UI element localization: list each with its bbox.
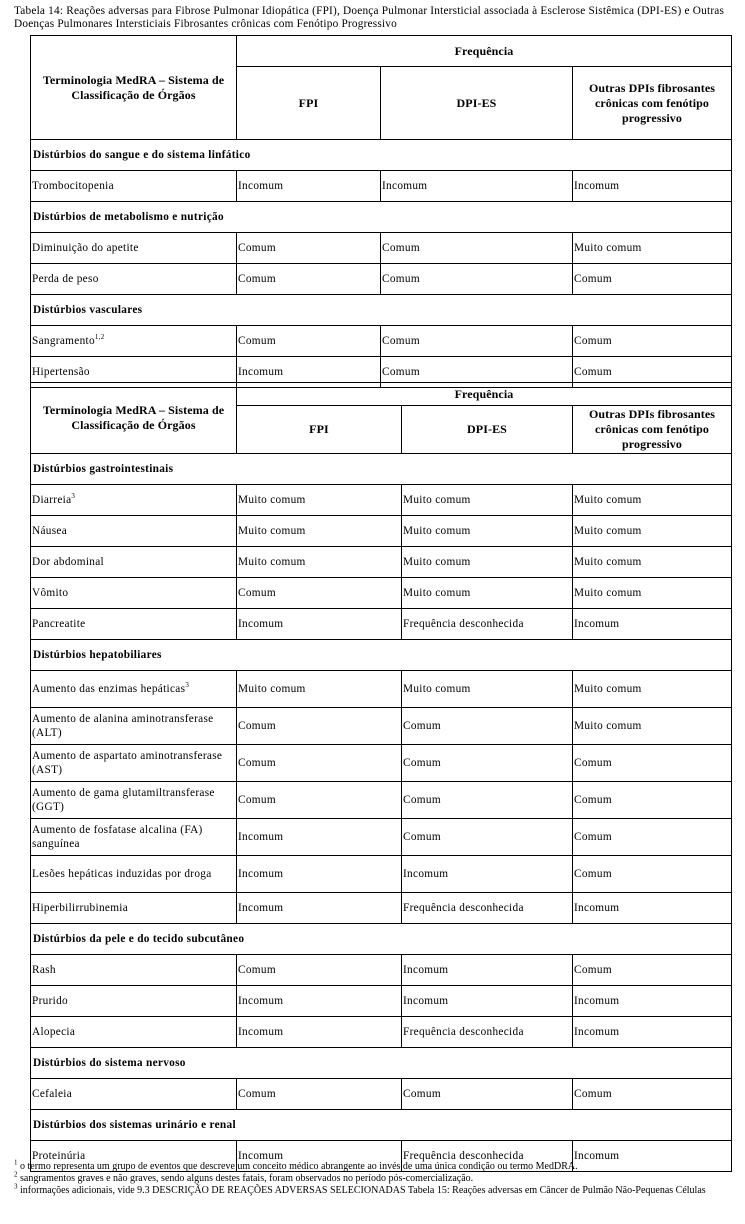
term-label: Aumento das enzimas hepáticas (32, 683, 186, 695)
footnote-mark: 3 (14, 1182, 18, 1191)
term-cell (31, 578, 237, 609)
section-row (31, 140, 732, 171)
dpi-es-frequency: Incomum (381, 171, 573, 202)
header-terminology: Terminologia MedRA – Sistema de Classificação de Órgãos (31, 383, 237, 454)
header-frequency: Frequência (237, 36, 732, 67)
fpi-frequency: Comum (237, 578, 402, 609)
dpi-es-frequency: Frequência desconhecida (402, 1017, 573, 1048)
fpi-frequency: Incomum (237, 609, 402, 640)
term-label: Alopecia (32, 1026, 76, 1038)
term-cell (31, 609, 237, 640)
other-dpis-frequency: Incomum (573, 1141, 732, 1172)
term-cell (31, 547, 237, 578)
term-label: Perda de peso (32, 273, 99, 285)
other-dpis-frequency: Comum (573, 782, 732, 819)
other-dpis-frequency: Incomum (573, 171, 732, 202)
term-cell (31, 671, 237, 708)
fpi-frequency: Incomum (237, 856, 402, 893)
footnote-text: sangramentos graves e não graves, sendo alguns destes fatais, foram observados no período pós-comercialização. (17, 1173, 474, 1184)
term-label: Hipertensão (32, 366, 90, 378)
term-cell (31, 171, 237, 202)
table-header (31, 36, 732, 140)
term-cell (31, 782, 237, 819)
term-cell (31, 326, 237, 357)
term-label: Prurido (32, 995, 68, 1007)
table-row (31, 1017, 732, 1048)
term-cell (31, 819, 237, 856)
adverse-reactions-table-2 (30, 382, 732, 1172)
footnote (14, 1182, 739, 1197)
fpi-frequency: Comum (237, 955, 402, 986)
dpi-es-frequency: Incomum (402, 955, 573, 986)
term-label: Aumento de alanina aminotransferase (ALT) (32, 713, 214, 739)
fpi-frequency: Muito comum (237, 516, 402, 547)
other-dpis-frequency: Incomum (573, 1017, 732, 1048)
dpi-es-frequency: Comum (381, 233, 573, 264)
dpi-es-frequency: Incomum (402, 856, 573, 893)
table-row (31, 1079, 732, 1110)
other-dpis-frequency: Comum (573, 819, 732, 856)
dpi-es-frequency: Comum (381, 357, 573, 388)
other-dpis-frequency: Muito comum (573, 578, 732, 609)
table-header (31, 383, 732, 454)
term-cell (31, 485, 237, 516)
section-heading: Distúrbios do sistema nervoso (31, 1048, 732, 1079)
term-cell (31, 856, 237, 893)
dpi-es-frequency: Muito comum (402, 547, 573, 578)
footnote-mark: 1,2 (94, 333, 105, 342)
fpi-frequency: Incomum (237, 819, 402, 856)
fpi-frequency: Incomum (237, 1017, 402, 1048)
dpi-es-frequency: Comum (402, 819, 573, 856)
dpi-es-frequency: Muito comum (402, 516, 573, 547)
term-label: Cefaleia (32, 1088, 73, 1100)
fpi-frequency: Incomum (237, 986, 402, 1017)
section-heading: Distúrbios de metabolismo e nutrição (31, 202, 732, 233)
table-row (31, 547, 732, 578)
term-cell (31, 745, 237, 782)
term-label: Aumento de gama glutamiltransferase (GGT) (32, 787, 215, 813)
term-label: Pancreatite (32, 618, 86, 630)
footnote-mark: 3 (185, 681, 190, 690)
dpi-es-frequency: Comum (381, 326, 573, 357)
other-dpis-frequency: Muito comum (573, 233, 732, 264)
term-label: Diminuição do apetite (32, 242, 139, 254)
footnote (14, 1170, 739, 1185)
adverse-reactions-table-1 (30, 35, 732, 388)
dpi-es-frequency: Muito comum (402, 578, 573, 609)
term-label: Náusea (32, 525, 68, 537)
term-label: Dor abdominal (32, 556, 104, 568)
table-row (31, 955, 732, 986)
table-row (31, 233, 732, 264)
dpi-es-frequency: Incomum (402, 986, 573, 1017)
table-row (31, 264, 732, 295)
other-dpis-frequency: Comum (573, 856, 732, 893)
footnote-text: informações adicionais, vide 9.3 DESCRIÇÃO DE REAÇÕES ADVERSAS SELECIONADAS Tabela 15: Reações adversas em Câncer de Pulmão Não-Pequenas Células (17, 1185, 706, 1196)
fpi-frequency: Incomum (237, 893, 402, 924)
fpi-frequency: Muito comum (237, 547, 402, 578)
fpi-frequency: Incomum (237, 1141, 402, 1172)
header-other-dpis: Outras DPIs fibrosantes crônicas com fenótipo progressivo (573, 67, 732, 140)
table-row (31, 856, 732, 893)
section-heading: Distúrbios hepatobiliares (31, 640, 732, 671)
fpi-frequency: Comum (237, 1079, 402, 1110)
table-row (31, 609, 732, 640)
fpi-frequency: Comum (237, 745, 402, 782)
dpi-es-frequency: Muito comum (402, 671, 573, 708)
section-row (31, 1110, 732, 1141)
term-label: Vômito (32, 587, 69, 599)
fpi-frequency: Incomum (237, 357, 381, 388)
footnotes (14, 1158, 739, 1197)
term-cell (31, 986, 237, 1017)
header-dpi-es: DPI-ES (381, 67, 573, 140)
table-row (31, 326, 732, 357)
term-label: Lesões hepáticas induzidas por droga (32, 868, 212, 880)
table-caption: Tabela 14: Reações adversas para Fibrose Pulmonar Idiopática (FPI), Doença Pulmonar Intersticial associada à Esclerose Sistêmica (DPI-ES) e Outras Doenças Pulmonares Intersticiais Fibrosantes crônicas com Fenótipo Progressivo (14, 5, 725, 30)
section-row (31, 295, 732, 326)
other-dpis-frequency: Comum (573, 1079, 732, 1110)
header-frequency: Frequência (237, 383, 732, 406)
dpi-es-frequency: Muito comum (402, 485, 573, 516)
other-dpis-frequency: Comum (573, 955, 732, 986)
section-row (31, 202, 732, 233)
dpi-es-frequency: Frequência desconhecida (402, 609, 573, 640)
other-dpis-frequency: Comum (573, 326, 732, 357)
table-row (31, 745, 732, 782)
table-row (31, 986, 732, 1017)
footnote-mark: 3 (71, 492, 76, 501)
table-row (31, 708, 732, 745)
table-body (31, 454, 732, 1172)
section-heading: Distúrbios gastrointestinais (31, 454, 732, 485)
header-fpi: FPI (237, 67, 381, 140)
section-heading: Distúrbios do sangue e do sistema linfático (31, 140, 732, 171)
table-row (31, 578, 732, 609)
footnote (14, 1158, 739, 1173)
header-terminology: Terminologia MedRA – Sistema de Classificação de Órgãos (31, 36, 237, 140)
fpi-frequency: Incomum (237, 171, 381, 202)
section-heading: Distúrbios vasculares (31, 295, 732, 326)
dpi-es-frequency: Comum (402, 745, 573, 782)
term-cell (31, 516, 237, 547)
footnote-mark: 2 (14, 1170, 18, 1179)
term-cell (31, 1079, 237, 1110)
fpi-frequency: Muito comum (237, 485, 402, 516)
term-label: Aumento de aspartato aminotransferase (AST) (32, 750, 223, 776)
other-dpis-frequency: Comum (573, 357, 732, 388)
dpi-es-frequency: Comum (402, 1079, 573, 1110)
other-dpis-frequency: Muito comum (573, 485, 732, 516)
fpi-frequency: Muito comum (237, 671, 402, 708)
other-dpis-frequency: Muito comum (573, 516, 732, 547)
footnote-mark: 1 (14, 1158, 18, 1167)
term-label: Rash (32, 964, 56, 976)
other-dpis-frequency: Comum (573, 264, 732, 295)
header-fpi: FPI (237, 406, 402, 454)
term-label: Trombocitopenia (32, 180, 114, 192)
term-label: Hiperbilirrubinemia (32, 902, 129, 914)
header-dpi-es: DPI-ES (402, 406, 573, 454)
other-dpis-frequency: Incomum (573, 986, 732, 1017)
term-cell (31, 233, 237, 264)
section-heading: Distúrbios dos sistemas urinário e renal (31, 1110, 732, 1141)
other-dpis-frequency: Muito comum (573, 708, 732, 745)
other-dpis-frequency: Muito comum (573, 671, 732, 708)
fpi-frequency: Comum (237, 782, 402, 819)
other-dpis-frequency: Incomum (573, 893, 732, 924)
table-row (31, 819, 732, 856)
table-row (31, 171, 732, 202)
dpi-es-frequency: Comum (381, 264, 573, 295)
fpi-frequency: Comum (237, 264, 381, 295)
table-row (31, 893, 732, 924)
section-heading: Distúrbios da pele e do tecido subcutâneo (31, 924, 732, 955)
other-dpis-frequency: Comum (573, 745, 732, 782)
term-label: Sangramento (32, 335, 95, 347)
term-label: Proteinúria (32, 1150, 86, 1162)
section-row (31, 640, 732, 671)
other-dpis-frequency: Muito comum (573, 547, 732, 578)
dpi-es-frequency: Frequência desconhecida (402, 1141, 573, 1172)
table-row (31, 782, 732, 819)
dpi-es-frequency: Frequência desconhecida (402, 893, 573, 924)
term-cell (31, 708, 237, 745)
footnote-text: o termo representa um grupo de eventos que descreve um conceito médico abrangente ao invés de uma única condição ou termo MedDRA. (17, 1161, 578, 1172)
table-body (31, 140, 732, 388)
header-other-dpis: Outras DPIs fibrosantes crônicas com fenótipo progressivo (573, 406, 732, 454)
term-cell (31, 893, 237, 924)
section-row (31, 1048, 732, 1079)
fpi-frequency: Comum (237, 326, 381, 357)
term-cell (31, 1017, 237, 1048)
table-row (31, 671, 732, 708)
term-cell (31, 955, 237, 986)
term-label: Diarreia (32, 494, 72, 506)
dpi-es-frequency: Comum (402, 708, 573, 745)
term-cell (31, 264, 237, 295)
other-dpis-frequency: Incomum (573, 609, 732, 640)
section-row (31, 454, 732, 485)
table-row (31, 516, 732, 547)
fpi-frequency: Comum (237, 708, 402, 745)
section-row (31, 924, 732, 955)
table-row (31, 485, 732, 516)
fpi-frequency: Comum (237, 233, 381, 264)
dpi-es-frequency: Comum (402, 782, 573, 819)
term-label: Aumento de fosfatase alcalina (FA) sanguínea (32, 824, 203, 850)
